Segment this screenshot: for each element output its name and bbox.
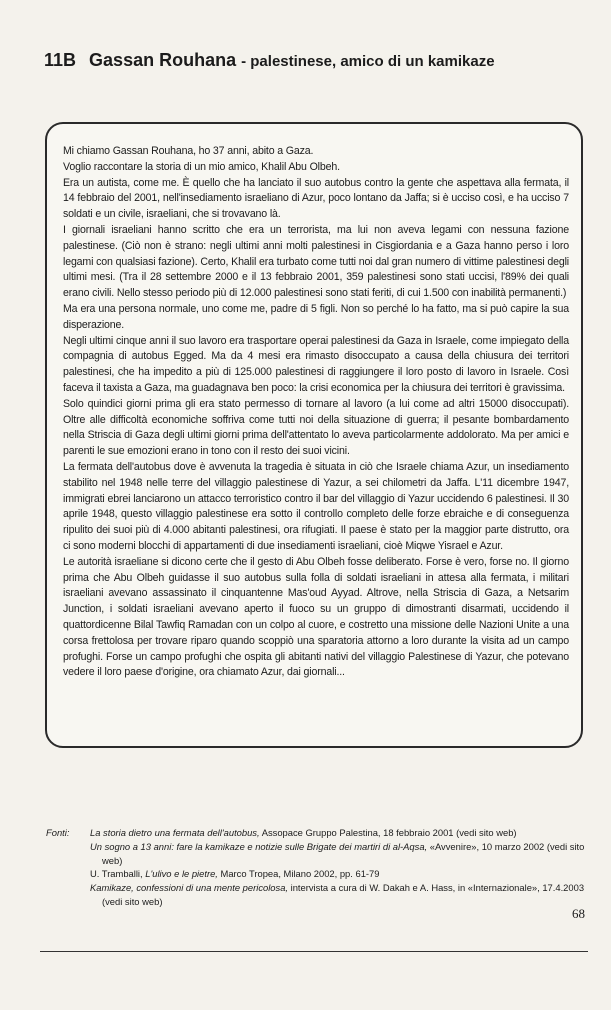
story-paragraph: Mi chiamo Gassan Rouhana, ho 37 anni, abito a Gaza. bbox=[63, 145, 314, 157]
source-title: Kamikaze, confessioni di una mente pericolosa, bbox=[90, 882, 289, 894]
source-details: intervista a cura di W. Dakah e A. Hass, in «Internazionale», 17.4.2003 (vedi sito web) bbox=[102, 882, 585, 907]
source-item bbox=[90, 867, 590, 881]
story-paragraph: Era un autista, come me. È quello che ha lanciato il suo autobus contro la gente che aspettava alla fermata, il 14 febbraio del 2001, nell'insediamento israeliano di Azur, poco lontano da Jaffa; si è ucciso così, e ha ucciso 7 soldati e un civile, israeliani, che si trovavano là. bbox=[63, 176, 569, 221]
story-box bbox=[45, 122, 583, 748]
story-text bbox=[63, 144, 569, 681]
story-paragraph: Voglio raccontare la storia di un mio amico, Khalil Abu Olbeh. bbox=[63, 160, 340, 173]
story-paragraph: La fermata dell'autobus dove è avvenuta la tragedia è situata in ciò che Israele chiama Azur, un insediamento stabilito nel 1948 nelle terre del villaggio palestinese di Yazur, a sei chilometri da Jaffa. L'11 dicembre 1947, immigrati ebrei lanciarono un attacco terroristico contro il bar del villaggio di Yazur uccidendo 6 palestinesi. Il 30 aprile 1948, questo villaggio palestinese era sotto il controllo completo delle forze ebraiche e di conseguenza ripulito dei suoi più di 4.000 abitanti palestinesi, ora rifugiati. Il paese è stato per la maggior parte distrutto, ora ci sono moderni blocchi di appartamenti di due insediamenti israeliani, cioè Miqwe Yisrael e Azur. bbox=[63, 460, 569, 552]
story-paragraph: Negli ultimi cinque anni il suo lavoro era trasportare operai palestinesi da Gaza in Israele, come impiegato della compagnia di autobus Egged. Ma da 4 mesi era rimasto disoccupato a causa della chiusura dei territori palestinesi, che ha impedito a più di 125.000 palestinesi di raggiungere il loro posto di lavoro in Israele. Così faceva il taxista a Gaza, ma guadagnava ben poco: la crisi economica per la chiusura dei territori è gravissima. bbox=[63, 334, 569, 394]
source-title: Un sogno a 13 anni: fare la kamikaze e notizie sulle Brigate dei martiri di al-Aqsa, bbox=[90, 840, 428, 852]
page-title bbox=[44, 48, 584, 74]
source-item bbox=[90, 826, 590, 840]
source-details: Marco Tropea, Milano 2002, pp. 61-79 bbox=[217, 868, 380, 880]
source-details: «Avvenire», 10 marzo 2002 (vedi sito web) bbox=[102, 840, 585, 866]
story-paragraph: Le autorità israeliane si dicono certe che il gesto di Abu Olbeh fosse deliberato. Forse è vero, forse no. Il giorno prima che Abu Olbeh guidasse il suo autobus sulla folla di soldati israeliani in attesa alla fermata, i militari israeliani avevano assassinato il cinquantenne Mas'oud Ayyad. Altrove, nella Striscia di Gaza, a Netsarim Junction, i soldati israeliani avevano aperto il fuoco su un gruppo di dimostranti disarmati, uccidendo il quattordicenne Bilal Tawfiq Ramadan con un colpo al cuore, e costretto una missione delle Nazioni Unite a una corsa frettolosa per trovare riparo quando scoppiò una sparatoria attorno a loro durante la visita ad un campo profughi. Forse un campo profughi che ospita gli abitanti nativi del villaggio Palestinese di Yazur, che potevano vedere il loro paese d'origine, ora chiamato Azur, dai giornali... bbox=[63, 555, 569, 679]
footer-rule bbox=[40, 951, 588, 952]
story-paragraph: I giornali israeliani hanno scritto che era un terrorista, ma lui non aveva legami con nessuna fazione palestinese. (Ciò non è strano: negli ultimi anni molti palestinesi in Cisgiordania e a Gaza hanno perso i loro legami con qualsiasi fazione). Certo, Khalil era turbato come tutti noi dal gran numero di vittime palestinesi degli ultimi mesi. (Tra il 28 settembre 2000 e il 13 febbraio 2001, 359 palestinesi sono stati uccisi, l'89% dei quali erano civili. Nello stesso periodo più di 12.000 palestinesi sono stati feriti, di cui 1.500 con inabilità permanenti.) bbox=[63, 223, 569, 300]
section-code: 11B bbox=[44, 50, 77, 70]
story-paragraph: Solo quindici giorni prima gli era stato permesso di tornare al lavoro (a lui come ad altri 15000 disoccupati). Oltre alle difficoltà economiche soffriva come tutti noi della situazione di guerra; il pesante bombardamento nella Striscia di Gaza degli ultimi giorni prima dell'attentato lo aveva particolarmente addolorato. Ma per amici e parenti le sue emozioni erano in tono con il resto dei suoi vicini. bbox=[63, 397, 569, 458]
page-subtitle: - palestinese, amico di un kamikaze bbox=[241, 53, 495, 70]
source-title: L'ulivo e le pietre, bbox=[145, 868, 218, 880]
sources-list bbox=[90, 826, 590, 909]
source-author: U. Tramballi, bbox=[90, 868, 146, 880]
story-paragraph: Ma era una persona normale, uno come me, padre di 5 figli. Non so perché lo ha fatto, ma si può capire la sua disperazione. bbox=[63, 302, 569, 331]
page-number: 68 bbox=[572, 906, 585, 921]
source-item bbox=[90, 881, 590, 909]
source-item bbox=[90, 840, 590, 868]
sources-label: Fonti: bbox=[46, 827, 70, 838]
source-details: Assopace Gruppo Palestina, 18 febbraio 2001 (vedi sito web) bbox=[259, 827, 517, 838]
source-title: La storia dietro una fermata dell'autobus, bbox=[90, 827, 260, 838]
person-name: Gassan Rouhana bbox=[89, 50, 237, 70]
